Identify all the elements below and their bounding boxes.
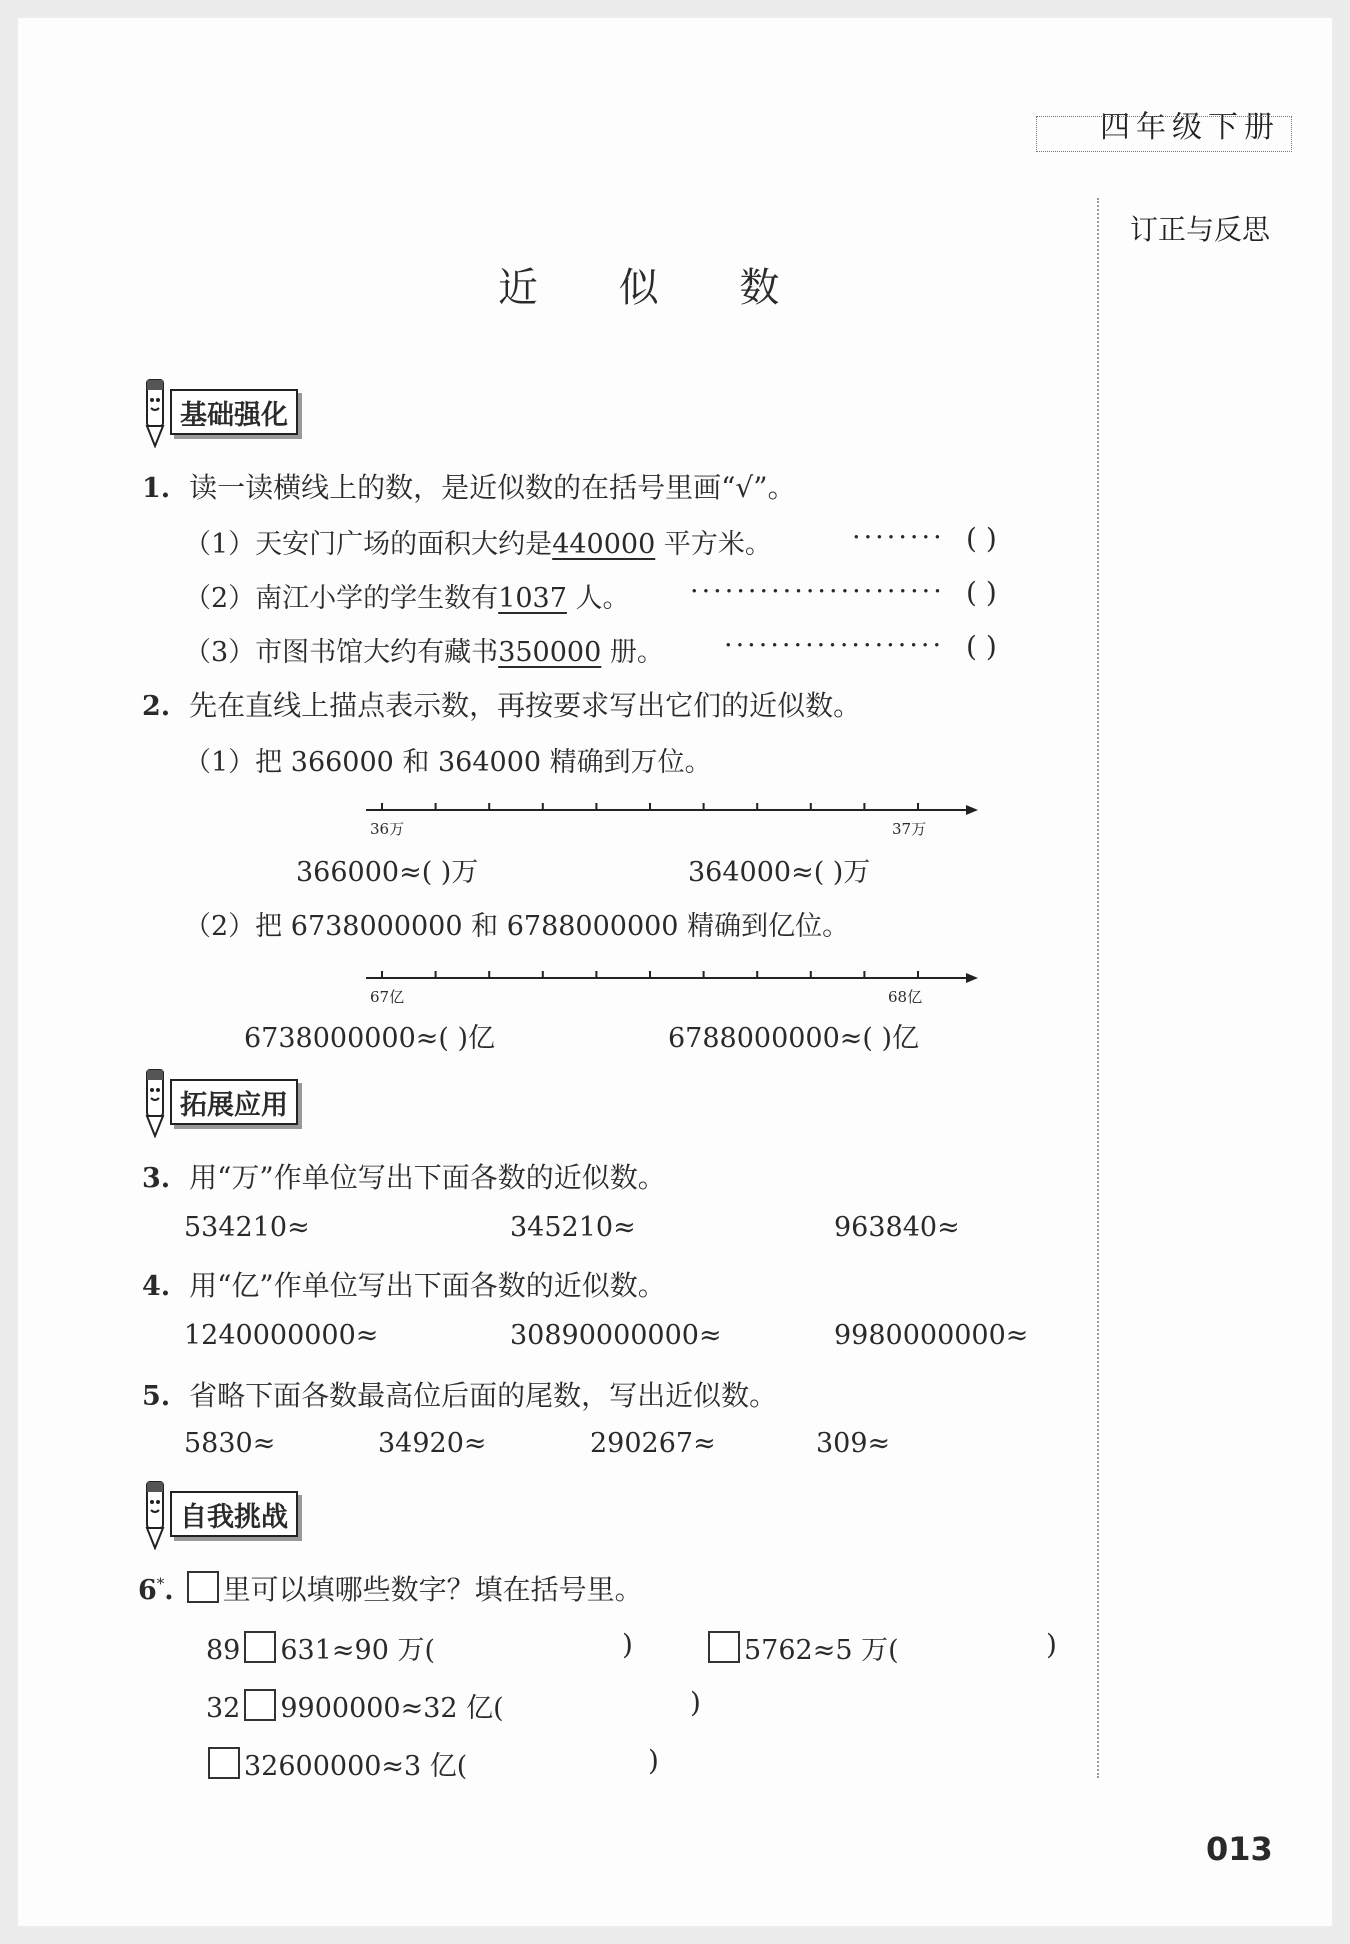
q4-item[interactable]: 30890000000≈	[510, 1320, 722, 1351]
item-text: 89	[206, 1635, 241, 1666]
number-line-2[interactable]	[360, 964, 980, 1024]
challenge-star: *	[156, 1574, 165, 1593]
answer-paren-3[interactable]: ( )	[966, 630, 997, 663]
q2-answer-1b[interactable]: 364000≈( )万	[688, 857, 871, 888]
q3-item[interactable]: 534210≈	[184, 1212, 310, 1243]
question-text: 用“万”作单位写出下面各数的近似数。	[189, 1161, 666, 1194]
digit-box[interactable]	[244, 1689, 276, 1721]
number-line-1[interactable]	[360, 796, 980, 856]
question-text: 里可以填哪些数字？填在括号里。	[222, 1573, 643, 1606]
question-2	[142, 684, 861, 724]
pencil-icon	[142, 1066, 168, 1138]
item-text: （3）市图书馆大约有藏书	[184, 637, 499, 668]
item-text: 32	[206, 1693, 241, 1724]
number-line-end-label: 37万	[892, 820, 927, 838]
answer-paren-1[interactable]: ( )	[966, 522, 997, 555]
side-column-title: 订正与反思	[1130, 213, 1271, 246]
q6-item-b	[704, 1628, 899, 1667]
pencil-icon	[142, 376, 168, 448]
item-text: 册。	[601, 637, 664, 668]
q3-item[interactable]: 345210≈	[510, 1212, 636, 1243]
section-badge-challenge	[142, 1478, 298, 1550]
item-text: （2）南江小学的学生数有	[184, 583, 499, 614]
q6-item-a	[206, 1628, 435, 1667]
question-number: 2.	[142, 691, 171, 722]
section-label: 拓展应用	[170, 1079, 298, 1125]
question-text: 先在直线上描点表示数，再按要求写出它们的近似数。	[189, 689, 862, 722]
section-badge-basic	[142, 376, 298, 448]
question-number: 1.	[142, 473, 171, 504]
q2-part-2: （2）把 6738000000 和 6788000000 精确到亿位。	[184, 911, 850, 942]
q5-item[interactable]: 309≈	[816, 1428, 891, 1459]
answer-close-paren: )	[1046, 1628, 1057, 1661]
question-6	[138, 1568, 643, 1608]
answer-close-paren: )	[622, 1628, 633, 1661]
leader-dots: ···················	[724, 630, 945, 661]
question-text: 省略下面各数最高位后面的尾数，写出近似数。	[189, 1379, 778, 1412]
digit-box[interactable]	[244, 1631, 276, 1663]
question-number: 6	[138, 1575, 157, 1606]
item-text: 5762≈5 万(	[744, 1635, 899, 1666]
page-title: 近 似 数	[498, 265, 814, 311]
item-text: 631≈90 万(	[280, 1635, 435, 1666]
number-line-start-label: 36万	[370, 820, 405, 838]
q3-item[interactable]: 963840≈	[834, 1212, 960, 1243]
section-label: 自我挑战	[170, 1491, 298, 1537]
question-5	[142, 1374, 777, 1414]
question-4	[142, 1264, 666, 1304]
item-text: 9900000≈32 亿(	[280, 1693, 504, 1724]
question-number-dot: .	[164, 1575, 174, 1606]
q5-item[interactable]: 34920≈	[378, 1428, 487, 1459]
q6-item-d	[204, 1744, 467, 1783]
q5-item[interactable]: 290267≈	[590, 1428, 716, 1459]
q2-answer-2b[interactable]: 6788000000≈( )亿	[668, 1023, 920, 1054]
question-text: 用“亿”作单位写出下面各数的近似数。	[189, 1269, 666, 1302]
leader-dots: ········	[852, 522, 945, 553]
leader-dots: ······················	[690, 576, 945, 607]
digit-box[interactable]	[208, 1747, 240, 1779]
q4-item[interactable]: 9980000000≈	[834, 1320, 1029, 1351]
q4-item[interactable]: 1240000000≈	[184, 1320, 379, 1351]
answer-close-paren: )	[690, 1686, 701, 1719]
question-number: 4.	[142, 1271, 171, 1302]
number-line-start-label: 67亿	[370, 988, 405, 1006]
q5-item[interactable]: 5830≈	[184, 1428, 276, 1459]
digit-box[interactable]	[708, 1631, 740, 1663]
grade-label-box	[1036, 116, 1292, 152]
section-label: 基础强化	[170, 389, 298, 435]
answer-close-paren: )	[648, 1744, 659, 1777]
q2-answer-2a[interactable]: 6738000000≈( )亿	[244, 1023, 496, 1054]
section-badge-extend	[142, 1066, 298, 1138]
question-3	[142, 1156, 666, 1196]
blank-box-icon	[187, 1571, 219, 1603]
grade-label: 四年级下册	[1100, 110, 1280, 145]
q2-answer-1a[interactable]: 366000≈( )万	[296, 857, 479, 888]
item-text: 平方米。	[655, 529, 772, 560]
answer-paren-2[interactable]: ( )	[966, 576, 997, 609]
side-column-divider	[1097, 198, 1099, 1778]
page-number: 013	[1206, 1830, 1273, 1868]
question-1	[142, 466, 796, 506]
pencil-icon	[142, 1478, 168, 1550]
underlined-number: 1037	[498, 583, 567, 614]
question-number: 5.	[142, 1381, 171, 1412]
underlined-number: 440000	[552, 529, 656, 560]
question-text: 读一读横线上的数，是近似数的在括号里画“√”。	[189, 471, 796, 504]
item-text: 32600000≈3 亿(	[244, 1751, 468, 1782]
q1-item-3	[184, 630, 664, 669]
question-number: 3.	[142, 1163, 171, 1194]
number-line-end-label: 68亿	[888, 988, 923, 1006]
q2-part-1: （1）把 366000 和 364000 精确到万位。	[184, 747, 712, 778]
item-text: （1）天安门广场的面积大约是	[184, 529, 553, 560]
underlined-number: 350000	[498, 637, 602, 668]
q1-item-2	[184, 576, 630, 615]
item-text: 人。	[566, 583, 630, 614]
q6-item-c	[206, 1686, 504, 1725]
q1-item-1	[184, 522, 772, 561]
